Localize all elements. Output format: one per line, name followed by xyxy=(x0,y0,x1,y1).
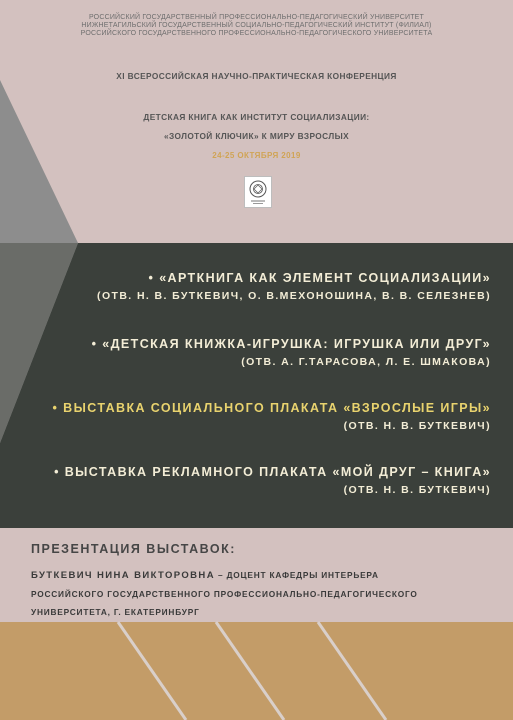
exhibition-responsible-1: (ОТВ. Н. В. БУТКЕВИЧ, О. В.МЕХОНОШИНА, В. В. СЕЛЕЗНЕВ) xyxy=(97,290,491,302)
gold-stripe-3 xyxy=(318,622,386,720)
exhibition-item-3 xyxy=(53,401,491,432)
header-line-1: РОССИЙСКИЙ ГОСУДАРСТВЕННЫЙ ПРОФЕССИОНАЛЬНО-ПЕДАГОГИЧЕСКИЙ УНИВЕРСИТЕТ xyxy=(88,14,425,21)
presentation-title: ПРЕЗЕНТАЦИЯ ВЫСТАВОК: xyxy=(31,542,236,556)
conference-name: XI ВСЕРОССИЙСКАЯ НАУЧНО-ПРАКТИЧЕСКАЯ КОНФЕРЕНЦИЯ xyxy=(116,71,397,81)
exhibition-item-1 xyxy=(97,271,491,302)
presenter-role-line-2: РОССИЙСКОГО ГОСУДАРСТВЕННОГО ПРОФЕССИОНАЛЬНО-ПЕДАГОГИЧЕСКОГО xyxy=(31,589,418,599)
presenter-role-line-3: УНИВЕРСИТЕТА, Г. ЕКАТЕРИНБУРГ xyxy=(31,607,200,617)
conference-dates: 24-25 ОКТЯБРЯ 2019 xyxy=(212,151,301,160)
exhibition-title-4: • ВЫСТАВКА РЕКЛАМНОГО ПЛАКАТА «МОЙ ДРУГ – КНИГА» xyxy=(54,465,491,479)
exhibition-responsible-3: (ОТВ. Н. В. БУТКЕВИЧ) xyxy=(343,420,491,432)
presentation-body xyxy=(31,566,491,621)
conference-theme-line-1: ДЕТСКАЯ КНИГА КАК ИНСТИТУТ СОЦИАЛИЗАЦИИ: xyxy=(143,112,370,122)
gold-stripe-2 xyxy=(216,622,284,720)
exhibition-responsible-4: (ОТВ. Н. В. БУТКЕВИЧ) xyxy=(343,484,491,496)
exhibition-item-4 xyxy=(54,465,491,496)
presenter-role-line-1: – ДОЦЕНТ КАФЕДРЫ ИНТЕРЬЕРА xyxy=(214,570,379,580)
gold-stripe-1 xyxy=(118,622,186,720)
exhibition-item-2 xyxy=(92,337,491,368)
presenter-name: БУТКЕВИЧ НИНА ВИКТОРОВНА xyxy=(31,570,215,581)
header-line-2: НИЖНЕТАГИЛЬСКИЙ ГОСУДАРСТВЕННЫЙ СОЦИАЛЬНО-ПЕДАГОГИЧЕСКИЙ ИНСТИТУТ (ФИЛИАЛ) xyxy=(81,22,432,29)
exhibition-responsible-2: (ОТВ. А. Г.ТАРАСОВА, Л. Е. ШМАКОВА) xyxy=(241,356,491,368)
exhibition-title-3: • ВЫСТАВКА СОЦИАЛЬНОГО ПЛАКАТА «ВЗРОСЛЫЕ ИГРЫ» xyxy=(52,401,491,415)
emblem-graphic xyxy=(245,177,271,207)
university-emblem-icon xyxy=(244,176,272,208)
header-line-3: РОССИЙСКОГО ГОСУДАРСТВЕННОГО ПРОФЕССИОНАЛЬНО-ПЕДАГОГИЧЕСКОГО УНИВЕРСИТЕТА xyxy=(80,30,433,37)
exhibition-title-1: • «АРТКНИГА КАК ЭЛЕМЕНТ СОЦИАЛИЗАЦИИ» xyxy=(148,271,491,285)
conference-theme-line-2: «ЗОЛОТОЙ КЛЮЧИК» К МИРУ ВЗРОСЛЫХ xyxy=(163,131,350,141)
exhibition-title-2: • «ДЕТСКАЯ КНИЖКА-ИГРУШКА: ИГРУШКА ИЛИ ДРУГ» xyxy=(91,337,491,351)
